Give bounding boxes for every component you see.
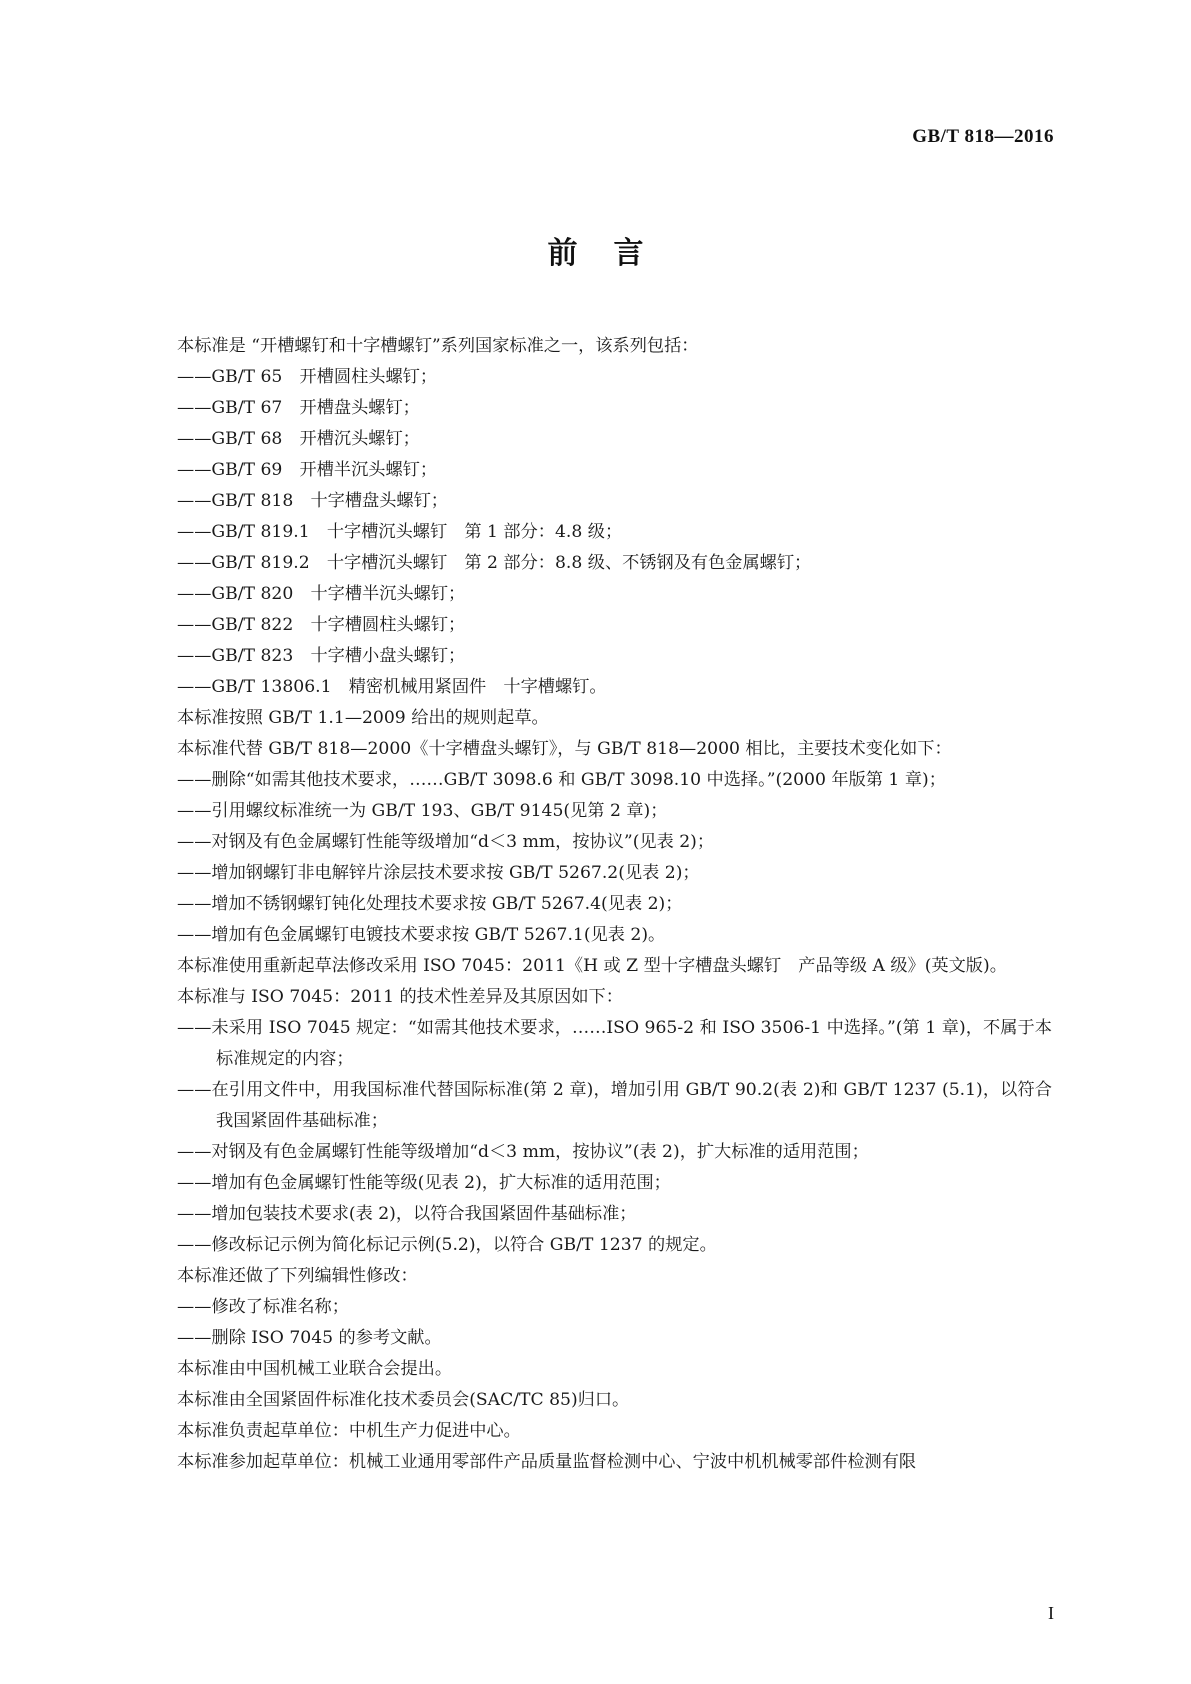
list-item: ——未采用 ISO 7045 规定：“如需其他技术要求，……ISO 965-2 和 ISO 3506-1 中选择。”(第 1 章)，不属于本标准规定的内容； [177, 1018, 1052, 1069]
list-item: ——GB/T 823 十字槽小盘头螺钉； [177, 646, 466, 666]
list-item: ——GB/T 820 十字槽半沉头螺钉； [177, 584, 466, 604]
list-item: ——增加钢螺钉非电解锌片涂层技术要求按 GB/T 5267.2(见表 2)； [177, 863, 700, 883]
paragraph: 本标准由中国机械工业联合会提出。 [177, 1359, 453, 1379]
list-item: ——GB/T 818 十字槽盘头螺钉； [177, 491, 448, 511]
list-item: ——对钢及有色金属螺钉性能等级增加“d＜3 mm，按协议”(表 2)，扩大标准的适用范围； [177, 1142, 869, 1162]
list-item: ——GB/T 67 开槽盘头螺钉； [177, 398, 420, 418]
list-item: ——修改了标准名称； [177, 1297, 349, 1317]
list-item: ——增加不锈钢螺钉钝化处理技术要求按 GB/T 5267.4(见表 2)； [177, 894, 683, 914]
list-item: ——在引用文件中，用我国标准代替国际标准(第 2 章)，增加引用 GB/T 90.2(表 2)和 GB/T 1237 (5.1)，以符合我国紧固件基础标准； [177, 1080, 1052, 1131]
page-number: I [1048, 1603, 1054, 1623]
list-item: ——GB/T 65 开槽圆柱头螺钉； [177, 367, 438, 387]
list-item: ——增加包装技术要求(表 2)，以符合我国紧固件基础标准； [177, 1204, 637, 1224]
list-item: ——GB/T 68 开槽沉头螺钉； [177, 429, 420, 449]
paragraph: 本标准使用重新起草法修改采用 ISO 7045：2011《H 或 Z 型十字槽盘头螺钉 产品等级 A 级》(英文版)。 [177, 956, 1007, 976]
paragraph: 本标准与 ISO 7045：2011 的技术性差异及其原因如下： [177, 987, 623, 1007]
preface-body [122, 331, 1052, 1478]
list-item: ——删除 ISO 7045 的参考文献。 [177, 1328, 442, 1348]
list-item: ——GB/T 819.2 十字槽沉头螺钉 第 2 部分：8.8 级、不锈钢及有色金属螺钉； [177, 553, 812, 573]
list-item: ——GB/T 69 开槽半沉头螺钉； [177, 460, 438, 480]
paragraph: 本标准按照 GB/T 1.1—2009 给出的规则起草。 [177, 708, 549, 728]
list-item: ——增加有色金属螺钉电镀技术要求按 GB/T 5267.1(见表 2)。 [177, 925, 666, 945]
list-item: ——增加有色金属螺钉性能等级(见表 2)，扩大标准的适用范围； [177, 1173, 671, 1193]
list-item: ——修改标记示例为简化标记示例(5.2)，以符合 GB/T 1237 的规定。 [177, 1235, 717, 1255]
list-item: ——删除“如需其他技术要求，……GB/T 3098.6 和 GB/T 3098.10 中选择。”(2000 年版第 1 章)； [177, 770, 946, 790]
paragraph: 本标准参加起草单位：机械工业通用零部件产品质量监督检测中心、宁波中机机械零部件检测有限 [177, 1452, 917, 1472]
paragraph: 本标准还做了下列编辑性修改： [177, 1266, 418, 1286]
list-item: ——GB/T 819.1 十字槽沉头螺钉 第 1 部分：4.8 级； [177, 522, 623, 542]
paragraph: 本标准代替 GB/T 818—2000《十字槽盘头螺钉》，与 GB/T 818—2000 相比，主要技术变化如下： [177, 739, 952, 759]
paragraph: 本标准是 “开槽螺钉和十字槽螺钉”系列国家标准之一，该系列包括： [177, 336, 699, 356]
list-item: ——对钢及有色金属螺钉性能等级增加“d＜3 mm，按协议”(见表 2)； [177, 832, 715, 852]
list-item: ——GB/T 822 十字槽圆柱头螺钉； [177, 615, 466, 635]
standard-code: GB/T 818—2016 [912, 126, 1054, 147]
paragraph: 本标准负责起草单位：中机生产力促进中心。 [177, 1421, 521, 1441]
page-title: 前言 [547, 236, 680, 271]
paragraph: 本标准由全国紧固件标准化技术委员会(SAC/TC 85)归口。 [177, 1390, 630, 1410]
list-item: ——引用螺纹标准统一为 GB/T 193、GB/T 9145(见第 2 章)； [177, 801, 668, 821]
list-item: ——GB/T 13806.1 精密机械用紧固件 十字槽螺钉。 [177, 677, 607, 697]
